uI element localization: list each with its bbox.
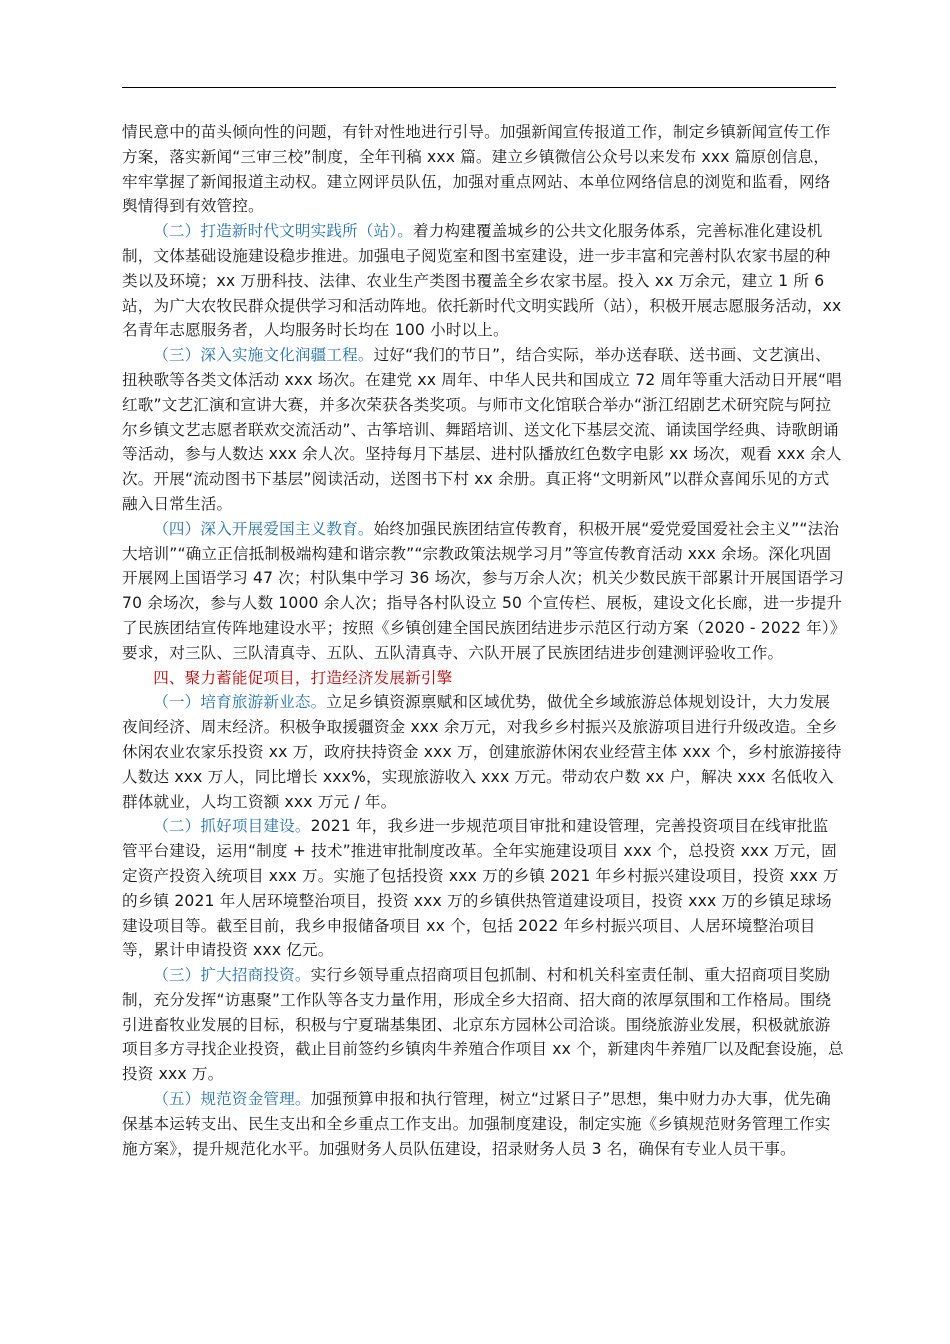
- document-body: [122, 120, 844, 1161]
- subheading: （四）深入开展爱国主义教育。: [153, 519, 374, 538]
- paragraph-tourism: [122, 690, 844, 814]
- subheading: （二）打造新时代文明实践所（站）。: [153, 222, 414, 241]
- section-heading: 四、聚力蓄能促项目，打造经济发展新引擎: [153, 668, 453, 687]
- subheading: （三）深入实施文化润疆工程。: [153, 346, 374, 365]
- paragraph-patriotic-education: [122, 517, 844, 666]
- paragraph-civilization-practice: [122, 219, 844, 343]
- paragraph-fund-management: [122, 1087, 844, 1161]
- paragraph-text: 2021 年，我乡进一步规范项目审批和建设管理，完善投资项目在线审批监管平台建设，运用“制度 + 技术”推进审批制度改革。全年实施建设项目 xxx 个，总投资 xxx 万元，固定资产投资入统项目 xxx 万。实施了包括投资 xxx 万的乡镇 2021 年乡村振兴建设项目，投资 xxx 万的乡镇 2021 年人居环境整治项目，投资 xxx 万的乡镇供热管道建设项目，投资 xxx 万的乡镇足球场建设项目等。截至目前，我乡申报储备项目 xx 个，包括 2022 年乡村振兴项目、人居环境整治项目等，累计申请投资 xxx 亿元。: [122, 817, 839, 960]
- paragraph-culture-project: [122, 343, 844, 517]
- subheading: （三）扩大招商投资。: [153, 966, 311, 985]
- paragraph-investment: [122, 963, 844, 1087]
- paragraph-text: 过好“我们的节日”，结合实际，举办送春联、送书画、文艺演出、扭秧歌等各类文体活动 xxx 场次。在建党 xx 周年、中华人民共和国成立 72 周年等重大活动日开展“唱红歌”文艺汇演和宣讲大赛，并多次荣获各类奖项。与师市文化馆联合举办“浙江绍剧艺术研究院与阿拉尔乡镇文艺志愿者联欢交流活动”、古筝培训、舞蹈培训、送文化下基层交流、诵读国学经典、诗歌朗诵等活动，参与人数达 xxx 余人次。坚持每月下基层、进村队播放红色数字电影 xx 场次，观看 xxx 余人次。开展“流动图书下基层”阅读活动，送图书下村 xx 余册。真正将“文明新风”以群众喜闻乐见的方式融入日常生活。: [122, 346, 842, 513]
- paragraph-text: 始终加强民族团结宣传教育，积极开展“爱党爱国爱社会主义”“法治大培训”“确立正信抵制极端构建和谐宗教”“宗教政策法规学习月”等宣传教育活动 xxx 余场。深化巩固开展网上国语学习 47 次；村队集中学习 36 场次，参与万余人次；机关少数民族干部累计开展国语学习 70 余场次，参与人数 1000 余人次；指导各村队设立 50 个宣传栏、展板，建设文化长廊，进一步提升了民族团结宣传阵地建设水平；按照《乡镇创建全国民族团结进步示范区行动方案（2020 - 2022 年）》要求，对三队、三队清真寺、五队、五队清真寺、六队开展了民族团结进步创建测评验收工作。: [122, 519, 844, 662]
- paragraph-text: 实行乡领导重点招商项目包抓制、村和机关科室责任制、重大招商项目奖励制，充分发挥“访惠聚”工作队等各支力量作用，形成全乡大招商、招大商的浓厚氛围和工作格局。围绕引进畜牧业发展的目标，积极与宁夏瑞基集团、北京东方园林公司洽谈。围绕旅游业发展，积极就旅游项目多方寻找企业投资，截止目前签约乡镇肉牛养殖合作项目 xx 个，新建肉牛养殖厂以及配套设施，总投资 xxx 万。: [122, 966, 844, 1084]
- subheading: （一）培育旅游新业态。: [153, 693, 327, 712]
- subheading: （五）规范资金管理。: [153, 1090, 311, 1109]
- paragraph-text: 着力构建覆盖城乡的公共文化服务体系，完善标准化建设机制，文体基础设施建设稳步推进。加强电子阅览室和图书室建设，进一步丰富和完善村队农家书屋的种类以及环境；xx 万册科技、法律、农业生产类图书覆盖全乡农家书屋。投入 xx 万余元，建立 1 所 6 站，为广大农牧民群众提供学习和活动阵地。依托新时代文明实践所（站），积极开展志愿服务活动，xx 名青年志愿服务者，人均服务时长均在 100 小时以上。: [122, 222, 842, 340]
- subheading: （二）抓好项目建设。: [153, 817, 311, 836]
- paragraph-text: 立足乡镇资源禀赋和区域优势，做优全乡域旅游总体规划设计，大力发展夜间经济、周末经济。积极争取援疆资金 xxx 余万元，对我乡乡村振兴及旅游项目进行升级改造。全乡休闲农业农家乐投资 xx 万，政府扶持资金 xxx 万，创建旅游休闲农业经营主体 xxx 个，乡村旅游接待人数达 xxx 万人，同比增长 xxx%，实现旅游收入 xxx 万元。带动农户数 xx 户，解决 xxx 名低收入群体就业，人均工资额 xxx 万元 / 年。: [122, 693, 842, 811]
- paragraph-project-construction: [122, 814, 844, 963]
- paragraph-text: 情民意中的苗头倾向性的问题，有针对性地进行引导。加强新闻宣传报道工作，制定乡镇新闻宣传工作方案，落实新闻“三审三校”制度，全年刊稿 xxx 篇。建立乡镇微信公众号以来发布 xxx 篇原创信息，牢牢掌握了新闻报道主动权。建立网评员队伍，加强对重点网站、本单位网络信息的浏览和监看，网络舆情得到有效管控。: [122, 123, 831, 216]
- header-rule: [122, 87, 836, 88]
- paragraph-news-reporting: [122, 120, 844, 219]
- paragraph-text: 加强预算申报和执行管理，树立“过紧日子”思想，集中财力办大事，优先确保基本运转支出、民生支出和全乡重点工作支出。加强制度建设，制定实施《乡镇规范财务管理工作实施方案》，提升规范化水平。加强财务人员队伍建设，招录财务人员 3 名，确保有专业人员干事。: [122, 1090, 831, 1158]
